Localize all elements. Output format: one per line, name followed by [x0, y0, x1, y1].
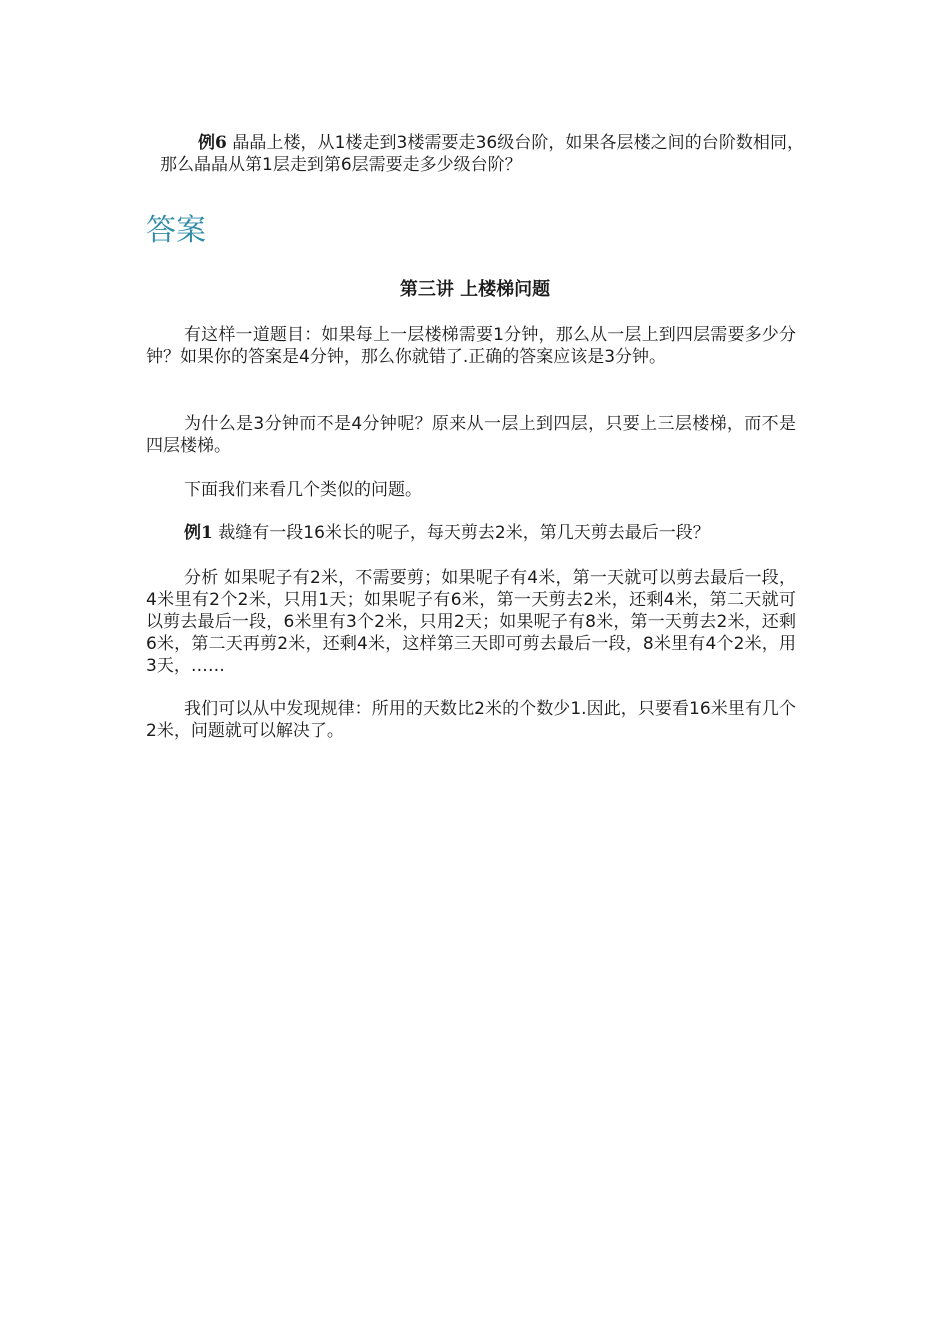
lecture-title: 第三讲 上楼梯问题: [399, 279, 551, 300]
example-6-label: 例6: [198, 133, 227, 153]
example-1-label: 例1: [184, 523, 213, 543]
paragraph-conclusion: 我们可以从中发现规律：所用的天数比2米的个数少1.因此，只要看16米里有几个2米，问题就可以解决了。: [146, 699, 796, 741]
example-1-question: [146, 522, 796, 544]
paragraph-intro: 有这样一道题目：如果每上一层楼梯需要1分钟，那么从一层上到四层需要多少分钟？如果你的答案是4分钟，那么你就错了.正确的答案应该是3分钟。: [146, 325, 796, 367]
example-6-question: [160, 132, 804, 176]
answer-heading: 答案: [146, 213, 206, 248]
example-6-text: 晶晶上楼，从1楼走到3楼需要走36级台阶，如果各层楼之间的台阶数相同，那么晶晶从第1层走到第6层需要走多少级台阶？: [160, 133, 804, 175]
paragraph-analysis: 分析 如果呢子有2米，不需要剪；如果呢子有4米，第一天就可以剪去最后一段，4米里有2个2米，只用1天；如果呢子有6米，第一天剪去2米，还剩4米，第二天就可以剪去最后一段，6米里有3个2米，只用2天；如果呢子有8米，第一天剪去2米，还剩6米，第二天再剪2米，还剩4米，这样第三天即可剪去最后一段，8米里有4个2米，用3天，……: [146, 568, 796, 676]
example-1-text: 裁缝有一段16米长的呢子，每天剪去2米，第几天剪去最后一段？: [212, 523, 710, 543]
paragraph-transition: 下面我们来看几个类似的问题。: [184, 480, 422, 500]
paragraph-explanation: 为什么是3分钟而不是4分钟呢？原来从一层上到四层，只要上三层楼梯，而不是四层楼梯。: [146, 414, 796, 456]
